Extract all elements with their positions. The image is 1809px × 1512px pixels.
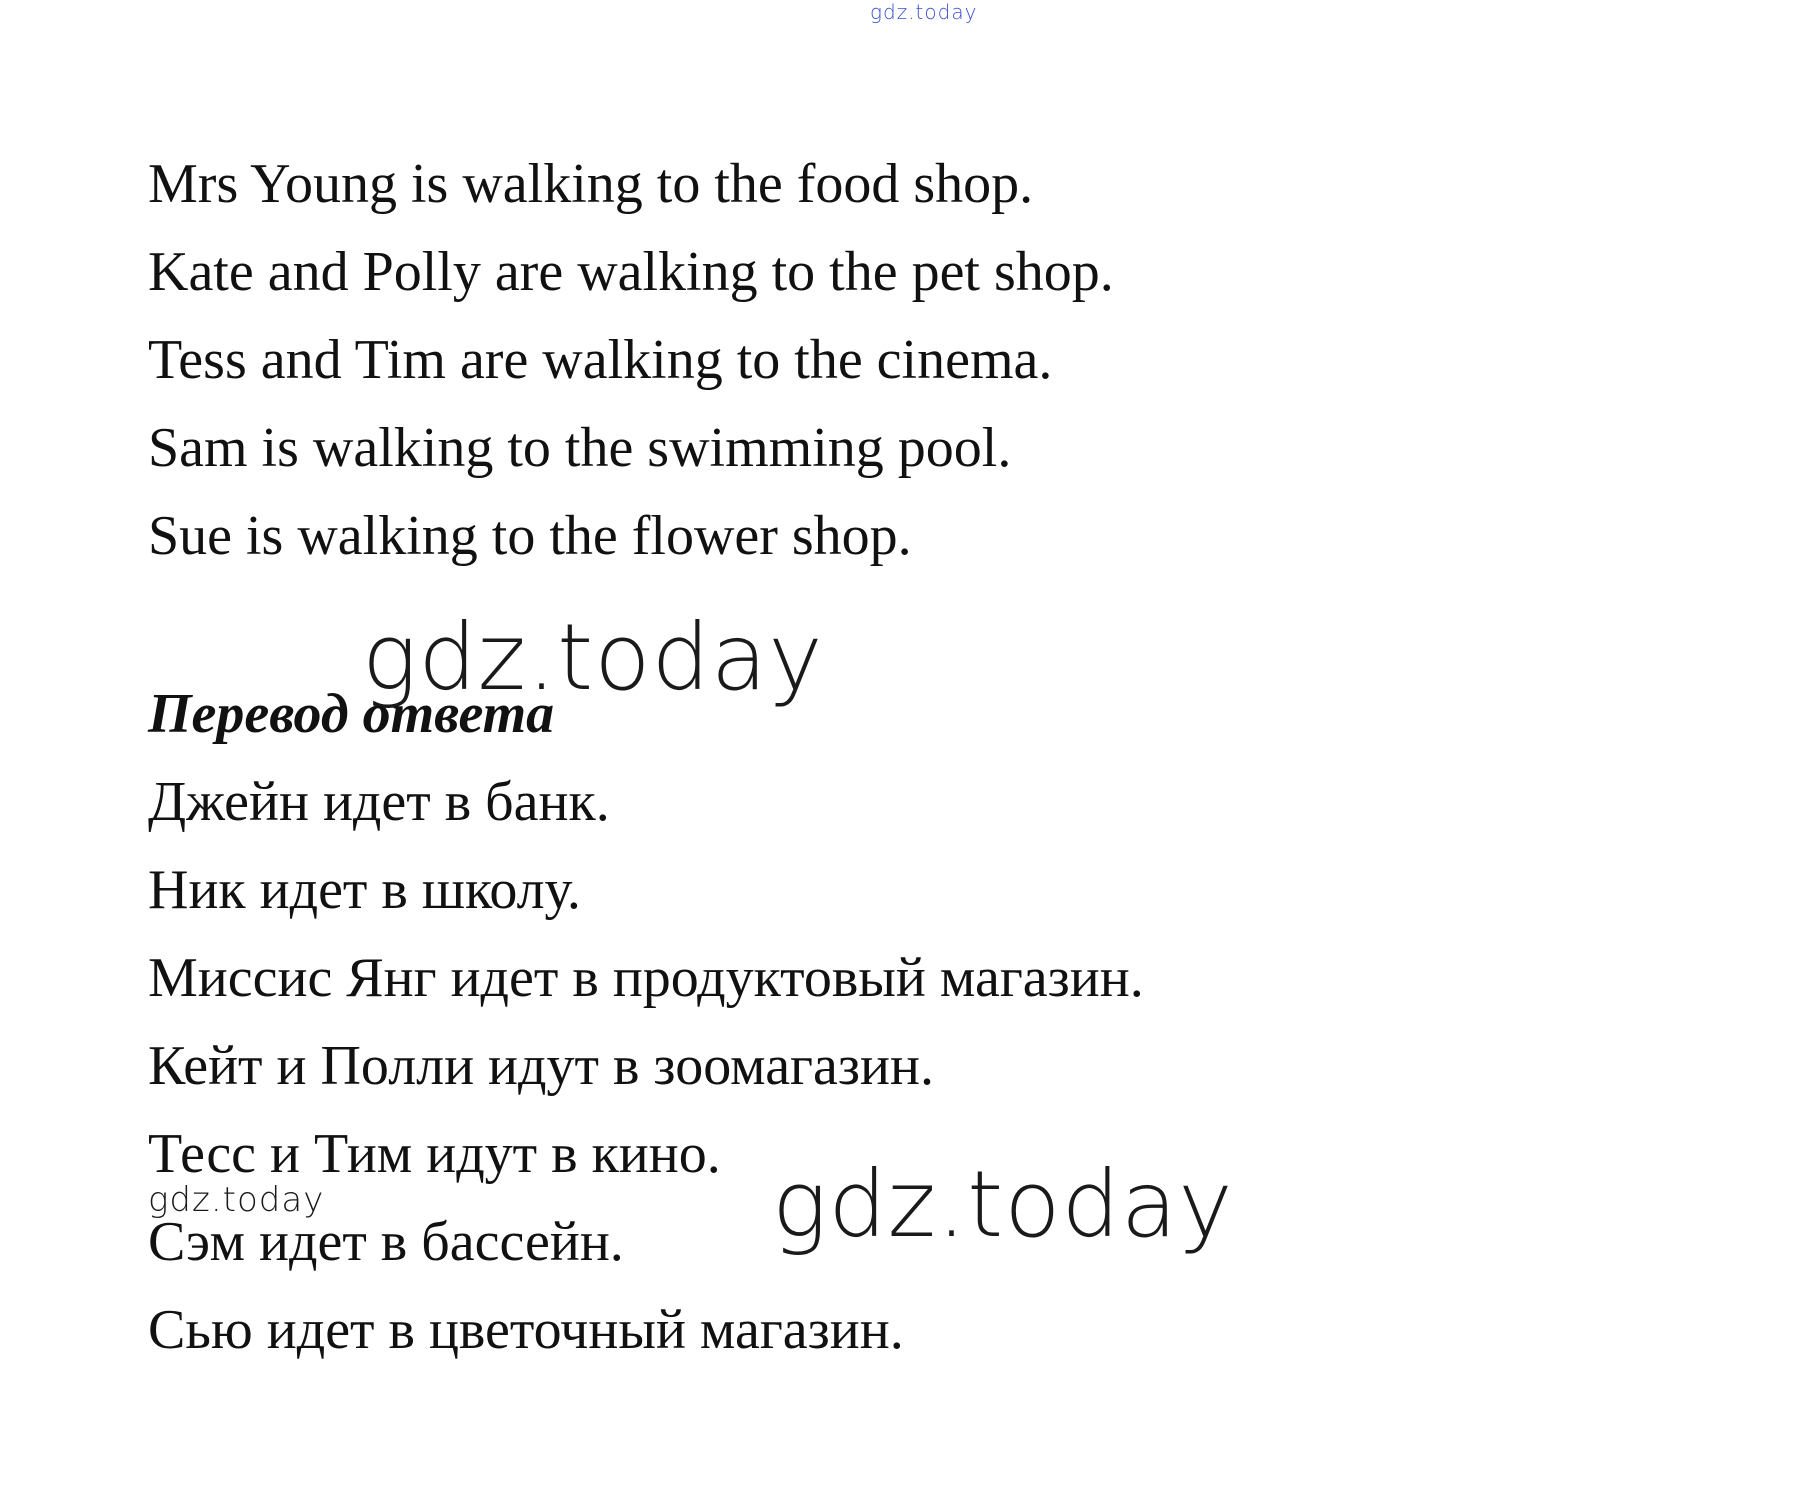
translation-line-7: Сью идет в цветочный магазин. <box>148 1299 904 1361</box>
translation-line-2: Ник идет в школу. <box>148 859 581 921</box>
watermark-large: gdz.today <box>772 1151 1234 1258</box>
watermark-middle: gdz.today <box>362 604 824 711</box>
answer-line-5: Sue is walking to the flower shop. <box>148 505 912 567</box>
translation-line-6: Сэм идет в бассейн. <box>148 1211 624 1273</box>
translation-line-5: Тесс и Тим идут в кино. <box>148 1123 721 1185</box>
translation-line-3: Миссис Янг идет в продуктовый магазин. <box>148 947 1144 1009</box>
translation-heading: Перевод ответа <box>148 683 555 745</box>
translation-line-1: Джейн идет в банк. <box>148 771 610 833</box>
watermark-small: gdz.today <box>148 1180 325 1220</box>
translation-line-4: Кейт и Полли идут в зоомагазин. <box>148 1035 934 1097</box>
answer-line-4: Sam is walking to the swimming pool. <box>148 417 1012 479</box>
watermark-top: gdz.today <box>870 0 978 24</box>
answer-line-1: Mrs Young is walking to the food shop. <box>148 153 1034 215</box>
answer-line-3: Tess and Tim are walking to the cinema. <box>148 329 1053 391</box>
answer-line-2: Kate and Polly are walking to the pet shop. <box>148 241 1114 303</box>
